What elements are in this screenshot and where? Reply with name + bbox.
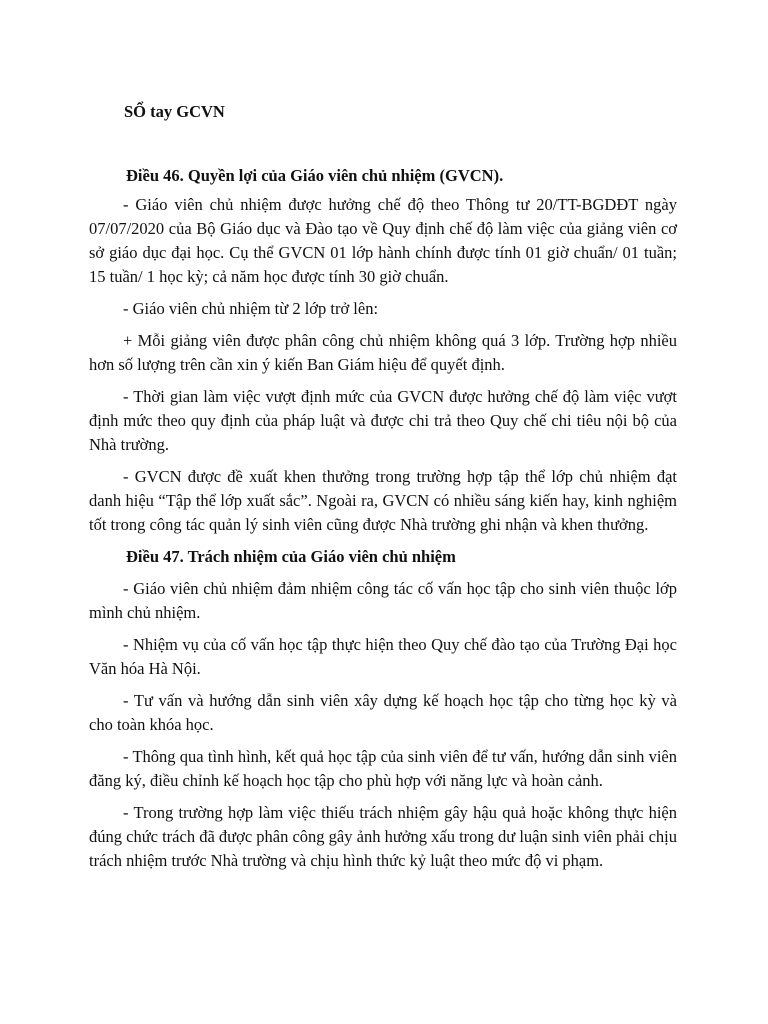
article-46-heading: Điều 46. Quyền lợi của Giáo viên chủ nhiệm (GVCN).: [126, 166, 504, 185]
document-title: SỔ tay GCVN: [124, 102, 225, 121]
article-47-paragraph: - Thông qua tình hình, kết quả học tập của sinh viên để tư vấn, hướng dẫn sinh viên đăng ký, điều chỉnh kế hoạch học tập cho phù hợp với năng lực và hoàn cảnh.: [89, 747, 677, 790]
document-page: [89, 100, 677, 881]
article-46-paragraph: - Giáo viên chủ nhiệm được hưởng chế độ theo Thông tư 20/TT-BGDĐT ngày 07/07/2020 của Bộ Giáo dục và Đào tạo về Quy định chế độ làm việc của giảng viên cơ sở giáo dục đại học. Cụ thể GVCN 01 lớp hành chính được tính 01 giờ chuẩn/ 01 tuần; 15 tuần/ 1 học kỳ; cả năm học được tính 30 giờ chuẩn.: [89, 195, 677, 286]
article-47-paragraph: - Nhiệm vụ của cố vấn học tập thực hiện theo Quy chế đào tạo của Trường Đại học Văn hóa Hà Nội.: [89, 635, 677, 678]
article-47-paragraph: - Trong trường hợp làm việc thiếu trách nhiệm gây hậu quả hoặc không thực hiện đúng chức trách đã được phân công gây ảnh hưởng xấu trong dư luận sinh viên phải chịu trách nhiệm trước Nhà trường và chịu hình thức kỷ luật theo mức độ vi phạm.: [89, 803, 677, 870]
article-46-paragraph: - Giáo viên chủ nhiệm từ 2 lớp trở lên:: [123, 299, 379, 318]
article-47-paragraph: - Giáo viên chủ nhiệm đảm nhiệm công tác cố vấn học tập cho sinh viên thuộc lớp mình chủ nhiệm.: [89, 579, 677, 622]
article-46-paragraph: - Thời gian làm việc vượt định mức của GVCN được hưởng chế độ làm việc vượt định mức theo quy định của pháp luật và được chi trả theo Quy chế chi tiêu nội bộ của Nhà trường.: [89, 387, 677, 454]
article-47-heading: Điều 47. Trách nhiệm của Giáo viên chủ nhiệm: [126, 547, 456, 566]
article-46-paragraph: + Mỗi giảng viên được phân công chủ nhiệm không quá 3 lớp. Trường hợp nhiều hơn số lượng trên cần xin ý kiến Ban Giám hiệu để quyết định.: [89, 331, 677, 374]
article-47-paragraph: - Tư vấn và hướng dẫn sinh viên xây dựng kế hoạch học tập cho từng học kỳ và cho toàn khóa học.: [89, 691, 677, 734]
article-46-paragraph: - GVCN được đề xuất khen thưởng trong trường hợp tập thể lớp chủ nhiệm đạt danh hiệu “Tập thể lớp xuất sắc”. Ngoài ra, GVCN có nhiều sáng kiến hay, kinh nghiệm tốt trong công tác quản lý sinh viên cũng được Nhà trường ghi nhận và khen thưởng.: [89, 467, 677, 534]
